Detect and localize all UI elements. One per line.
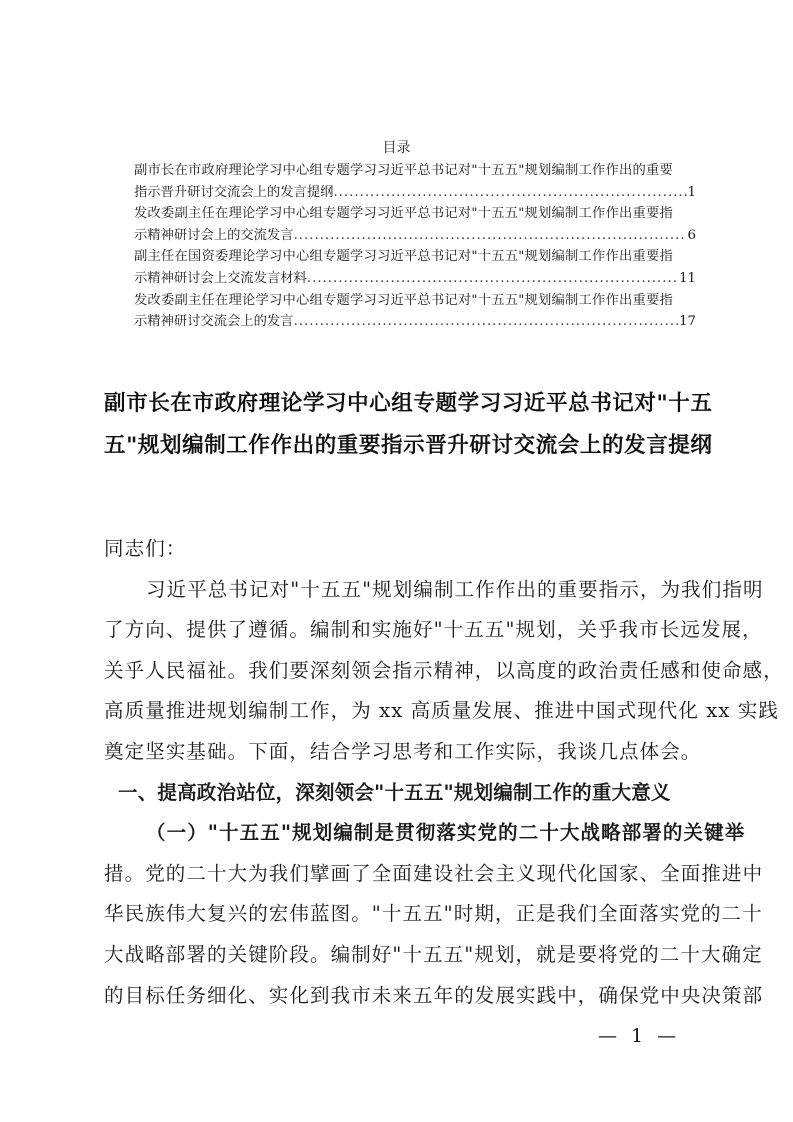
table-of-contents [134,160,696,333]
toc-leader-dots [333,182,686,204]
toc-page-number: 11 [679,270,696,286]
paragraph-line: 奠定坚实基础。下面，结合学习思考和工作实际，我谈几点体会。 [104,739,702,763]
toc-page-number: 17 [679,314,696,330]
toc-entry-line1: 副市长在市政府理论学习中心组专题学习习近平总书记对"十五五"规划编制工作作出的重要 [134,163,674,178]
toc-entry-line2: 示精神研讨会上交流发言材料 [134,270,307,286]
subsection-line: （一）"十五五"规划编制是贯彻落实党的二十大战略部署的关键举 [146,821,746,845]
paragraph-line: 的目标任务细化、实化到我市未来五年的发展实践中，确保党中央决策部 [104,983,764,1007]
toc-entry-line1: 发改委副主任在理论学习中心组专题学习习近平总书记对"十五五"规划编制工作作出重要指 [134,292,674,308]
toc-entry-line1: 发改委副主任在理论学习中心组专题学习习近平总书记对"十五五"规划编制工作作出重要指 [134,206,674,222]
page-number: — 1 — [598,1025,681,1047]
toc-page-number: 1 [687,184,696,200]
document-title [104,383,713,467]
toc-leader-dots [307,268,678,290]
toc-leader-dots [294,225,687,247]
document-body [104,529,784,1016]
toc-entry[interactable] [134,246,696,289]
toc-entry-line1: 副主任在国资委理论学习中心组专题学习习近平总书记对"十五五"规划编制工作作出重要指 [134,249,674,265]
salutation: 同志们： [104,537,187,560]
paragraph-line: 华民族伟大复兴的宏伟蓝图。"十五五"时期，正是我们全面落实党的二十 [104,902,763,926]
paragraph-line: 高质量推进规划编制工作，为 xx 高质量发展、推进中国式现代化 xx 实践 [104,699,779,723]
paragraph-line: 习近平总书记对"十五五"规划编制工作作出的重要指示，为我们指明 [146,577,764,601]
section-heading: 一、提高政治站位，深刻领会"十五五"规划编制工作的重大意义 [118,780,671,804]
toc-entry[interactable] [134,203,696,246]
paragraph-line: 措。党的二十大为我们擘画了全面建设社会主义现代化国家、全面推进中 [104,861,764,885]
toc-entry[interactable] [134,160,696,203]
toc-entry-line2: 指示晋升研讨交流会上的发言提纲 [134,184,334,200]
toc-entry-line2: 示精神研讨交流会上的发言 [134,314,294,330]
document-title-line: 五"规划编制工作作出的重要指示晋升研讨交流会上的发言提纲 [104,433,713,458]
toc-entry[interactable] [134,290,696,333]
paragraph-line: 了方向、提供了遵循。编制和实施好"十五五"规划，关乎我市长远发展， [104,618,763,642]
toc-page-number: 6 [687,227,696,243]
document-title-line: 副市长在市政府理论学习中心组专题学习习近平总书记对"十五 [104,391,713,416]
toc-leader-dots [294,311,679,333]
paragraph-line: 关乎人民福祉。我们要深刻领会指示精神，以高度的政治责任感和使命感， [104,658,784,682]
toc-entry-line2: 示精神研讨会上的交流发言 [134,227,294,243]
toc-title: 目录 [382,140,411,156]
paragraph-line: 大战略部署的关键阶段。编制好"十五五"规划，就是要将党的二十大确定 [104,942,763,966]
